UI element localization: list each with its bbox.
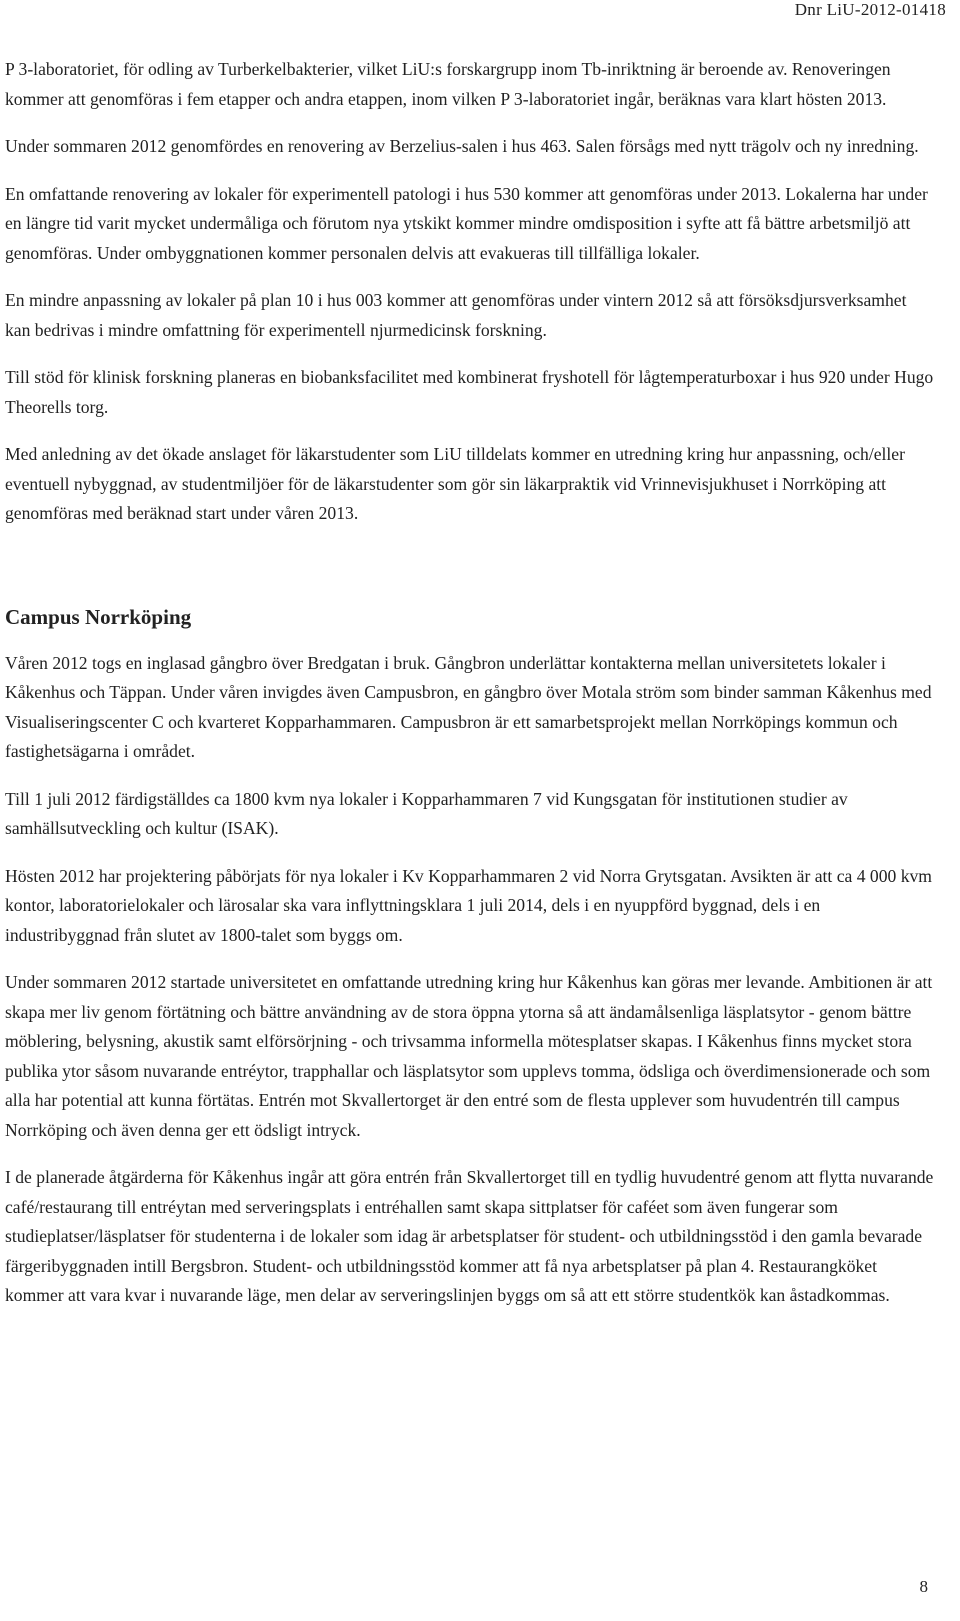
paragraph-kakenhus-study: Under sommaren 2012 startade universitetet en omfattande utredning kring hur Kåkenhus kan göras mer levande. Ambitionen är att skapa mer liv genom förtätning och bättre användning av de stora öppna ytorna så att ändamålsenliga läsplatsytor - genom bättre möblering, belysning, akustik samt elförsörjning - och trivsamma informella mötesplatser skapas. I Kåkenhus finns mycket stora publika ytor såsom nuvarande entréytor, trapphallar och läsplatsytor som upplevs tomma, ödsliga och överdimensionerade och som alla har potential att kunna förtätas. Entrén mot Skvallertorget är den entré som de flesta upplever som huvudentrén till campus Norrköping och även denna ger ett ödsligt intryck.: [5, 972, 933, 1140]
paragraph-biobank: Till stöd för klinisk forskning planeras en biobanksfacilitet med kombinerat fryshotell för lågtemperaturboxar i hus 920 under Hugo Theorells torg.: [5, 367, 934, 417]
section-heading-campus-norrkoping: Campus Norrköping: [5, 604, 192, 629]
document-reference-number: Dnr LiU-2012-01418: [794, 0, 946, 19]
paragraph-gangbro: Våren 2012 togs en inglasad gångbro över Bredgatan i bruk. Gångbron underlättar kontakterna mellan universitetets lokaler i Kåkenhus och Täppan. Under våren invigdes även Campusbron, en gångbro över Motala ström som binder samman Kåkenhus med Visualiseringscenter C och kvarteret Kopparhammaren. Campusbron är ett samarbetsprojekt mellan Norrköpings kommun och fastighetsägarna i området.: [5, 652, 932, 761]
paragraph-kopparhammaren-7: Till 1 juli 2012 färdigställdes ca 1800 kvm nya lokaler i Kopparhammaren 7 vid Kungsgatan för institutionen studier av samhällsutveckling och kultur (ISAK).: [5, 788, 848, 838]
paragraph-kakenhus-measures: I de planerade åtgärderna för Kåkenhus ingår att göra entrén från Skvallertorget till en tydlig huvudentré genom att flytta nuvarande café/restaurang till entréytan med serveringsplats i entréhallen samt skapa sittplatser för caféet som även fungerar som studieplatser/läsplatser för studenterna i de lokaler som idag är arbetsplatser för student- och utbildningsstöd i den gamla bevarade färgeribyggnaden intill Bergsbron. Student- och utbildningsstöd kommer att få nya arbetsplatser på plan 4. Restaurangköket kommer att vara kvar i nuvarande läge, men delar av serveringslinjen byggs om så att ett större studentkök kan åstadkommas.: [5, 1167, 934, 1305]
paragraph-experimental-pathology: En omfattande renovering av lokaler för experimentell patologi i hus 530 kommer att genomföras under 2013. Lokalerna har under en längre tid varit mycket undermåliga och förutom nya ytskikt kommer mindre omdisposition i syfte att få bättre arbetsmiljö att genomföras. Under ombyggnationen kommer personalen delvis att evakueras till tillfälliga lokaler.: [5, 183, 928, 263]
paragraph-p3-laboratory: P 3-laboratoriet, för odling av Turberkelbakterier, vilket LiU:s forskargrupp inom Tb-inriktning är beroende av. Renoveringen kommer att genomföras i fem etapper och andra etappen, inom vilken P 3-laboratoriet ingår, beräknas vara klart hösten 2013.: [5, 59, 891, 109]
page-number: 8: [919, 1577, 928, 1596]
document-body: [5, 55, 935, 1329]
paragraph-berzelius-salen: Under sommaren 2012 genomfördes en renovering av Berzelius-salen i hus 463. Salen försågs med nytt trägolv och ny inredning.: [5, 136, 919, 156]
paragraph-medical-students: Med anledning av det ökade anslaget för läkarstudenter som LiU tilldelats kommer en utredning kring hur anpassning, och/eller eventuell nybyggnad, av studentmiljöer för de läkarstudenter som gör sin läkarpraktik vid Vrinnevisjukhuset i Norrköping att genomföras med beräknad start under våren 2013.: [5, 444, 905, 523]
paragraph-hus-003: En mindre anpassning av lokaler på plan 10 i hus 003 kommer att genomföras under vintern 2012 så att försöksdjursverksamhet kan bedrivas i mindre omfattning för experimentell njurmedicinsk forskning.: [5, 290, 907, 340]
paragraph-kopparhammaren-2: Hösten 2012 har projektering påbörjats för nya lokaler i Kv Kopparhammaren 2 vid Norra Grytsgatan. Avsikten är att ca 4 000 kvm kontor, laboratorielokaler och lärosalar ska vara inflyttningsklara 1 juli 2014, dels i en nyuppförd byggnad, dels i en industribyggnad från slutet av 1800-talet som byggs om.: [5, 865, 932, 945]
